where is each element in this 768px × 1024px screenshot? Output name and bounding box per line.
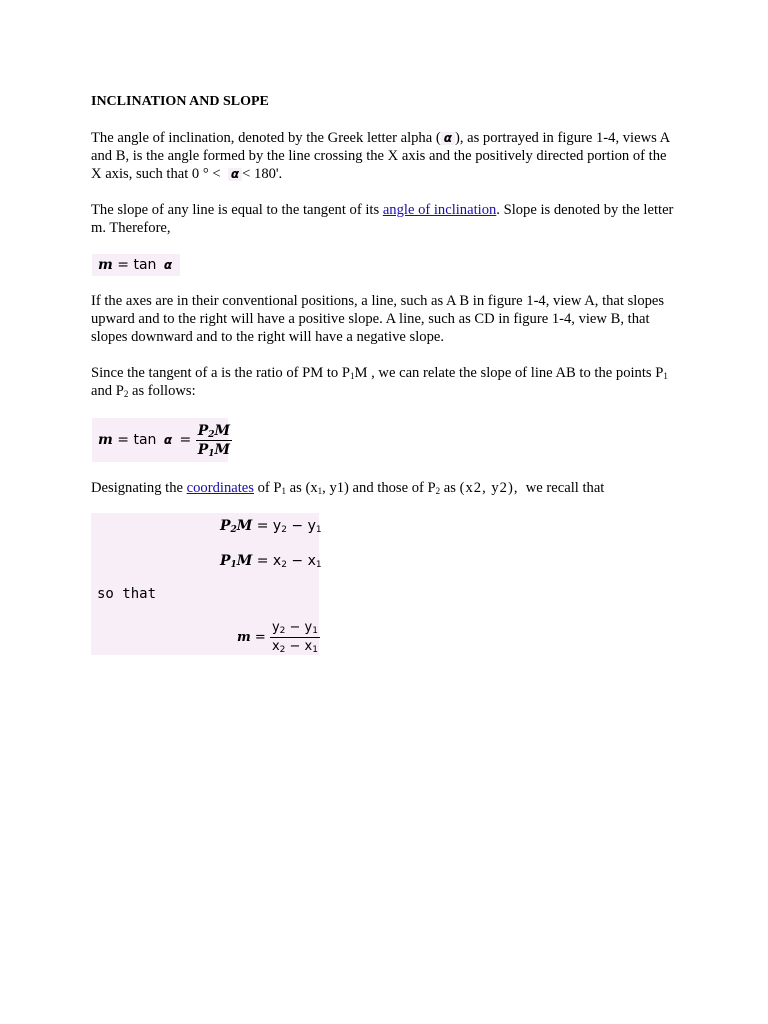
- para5-text-4: , y1) and those of P: [322, 480, 436, 496]
- page-title: INCLINATION AND SLOPE: [91, 94, 269, 109]
- formula2-eq: = tan: [112, 432, 161, 448]
- subscript: 1: [663, 371, 668, 381]
- fraction-p2m-over-p1m: [196, 422, 232, 459]
- paragraph-positive-negative-slope: If the axes are in their conventional positions, a line, such as A B in figure 1-4, view A, that slopes upward and to the right will have a positive slope. A line, such as CD in figure 1-4, view B, that slopes downward and to the right will have a negative slope.: [91, 293, 665, 345]
- coordinates-link[interactable]: coordinates: [186, 480, 254, 496]
- para1-text-3: < 180'.: [242, 166, 283, 182]
- para4-and: and P: [91, 383, 124, 399]
- subscript: 2: [123, 389, 129, 399]
- alpha-symbol: α: [441, 132, 455, 145]
- formula1-m: m: [98, 257, 113, 273]
- para4-text-1: Since the tangent of a is the ratio of: [91, 365, 303, 381]
- para2-text-1: The slope of any line is equal to the tangent of its: [91, 202, 383, 218]
- para4-text-3: as follows:: [128, 383, 196, 399]
- formula2-m: m: [98, 432, 113, 448]
- para4-pm: PM: [302, 365, 324, 381]
- para5-text-5: as: [440, 480, 460, 496]
- formula-p1m: $P_1M = x_2 - x_1$: [220, 553, 322, 570]
- para1-text-1: The angle of inclination, denoted by the Greek letter alpha (: [91, 130, 441, 146]
- fraction-numerator: $P_2M$: [197, 422, 231, 440]
- paragraph-tangent-ratio: [91, 364, 676, 400]
- para5-coords: (x2, y2),: [459, 480, 519, 496]
- fraction-delta-y-over-delta-x: [270, 619, 320, 656]
- fraction-numerator: $y_2 - y_1$: [271, 620, 318, 636]
- subscript: 2: [435, 486, 441, 496]
- para2-text-2: . Slope is denoted by the letter m. Therefore,: [91, 202, 674, 236]
- formula-p2m: $P_2M = y_2 - y_1$: [220, 518, 322, 535]
- so-that-label: so that: [97, 586, 157, 602]
- para5-text-3: as (x: [286, 480, 318, 496]
- para1-text-2: ), as portrayed in figure 1-4, views A and B, is the angle formed by the line crossing the X axis and the positively directed portion of the X axis, such that 0 ° <: [91, 130, 670, 182]
- formula1-eq: = tan: [112, 257, 161, 273]
- subscript: 1: [317, 486, 323, 496]
- alpha-symbol: α: [163, 258, 173, 272]
- formula-slope-final: m = $\frac{y_2 - y_1}{x_2 - x_1}$: [237, 620, 318, 655]
- formula-slope-ratio: [92, 418, 231, 462]
- para4-text-2: we can relate the slope of line AB to the points P: [374, 365, 664, 381]
- formula-derivation-box: [91, 513, 322, 655]
- para5-text-6: we recall that: [518, 480, 605, 496]
- fraction-denominator: $x_2 - x_1$: [271, 639, 318, 655]
- subscript: 1: [281, 486, 287, 496]
- angle-of-inclination-link[interactable]: angle of inclination: [382, 202, 497, 218]
- paragraph-angle-of-inclination: [91, 129, 676, 183]
- paragraph-coordinates: [91, 479, 676, 497]
- para5-text-1: Designating the: [91, 480, 187, 496]
- para4-to: to P: [323, 365, 350, 381]
- fraction-denominator: $P_1M$: [197, 441, 231, 459]
- para4-m: M ,: [354, 365, 375, 381]
- alpha-symbol: α: [228, 168, 242, 181]
- para5-text-2: of P: [253, 480, 282, 496]
- alpha-symbol: α: [163, 432, 173, 447]
- paragraph-slope-definition: [91, 201, 676, 237]
- formula-slope-tan: [92, 254, 180, 276]
- formula2-eq2: =: [175, 432, 196, 448]
- subscript: 1: [350, 371, 355, 381]
